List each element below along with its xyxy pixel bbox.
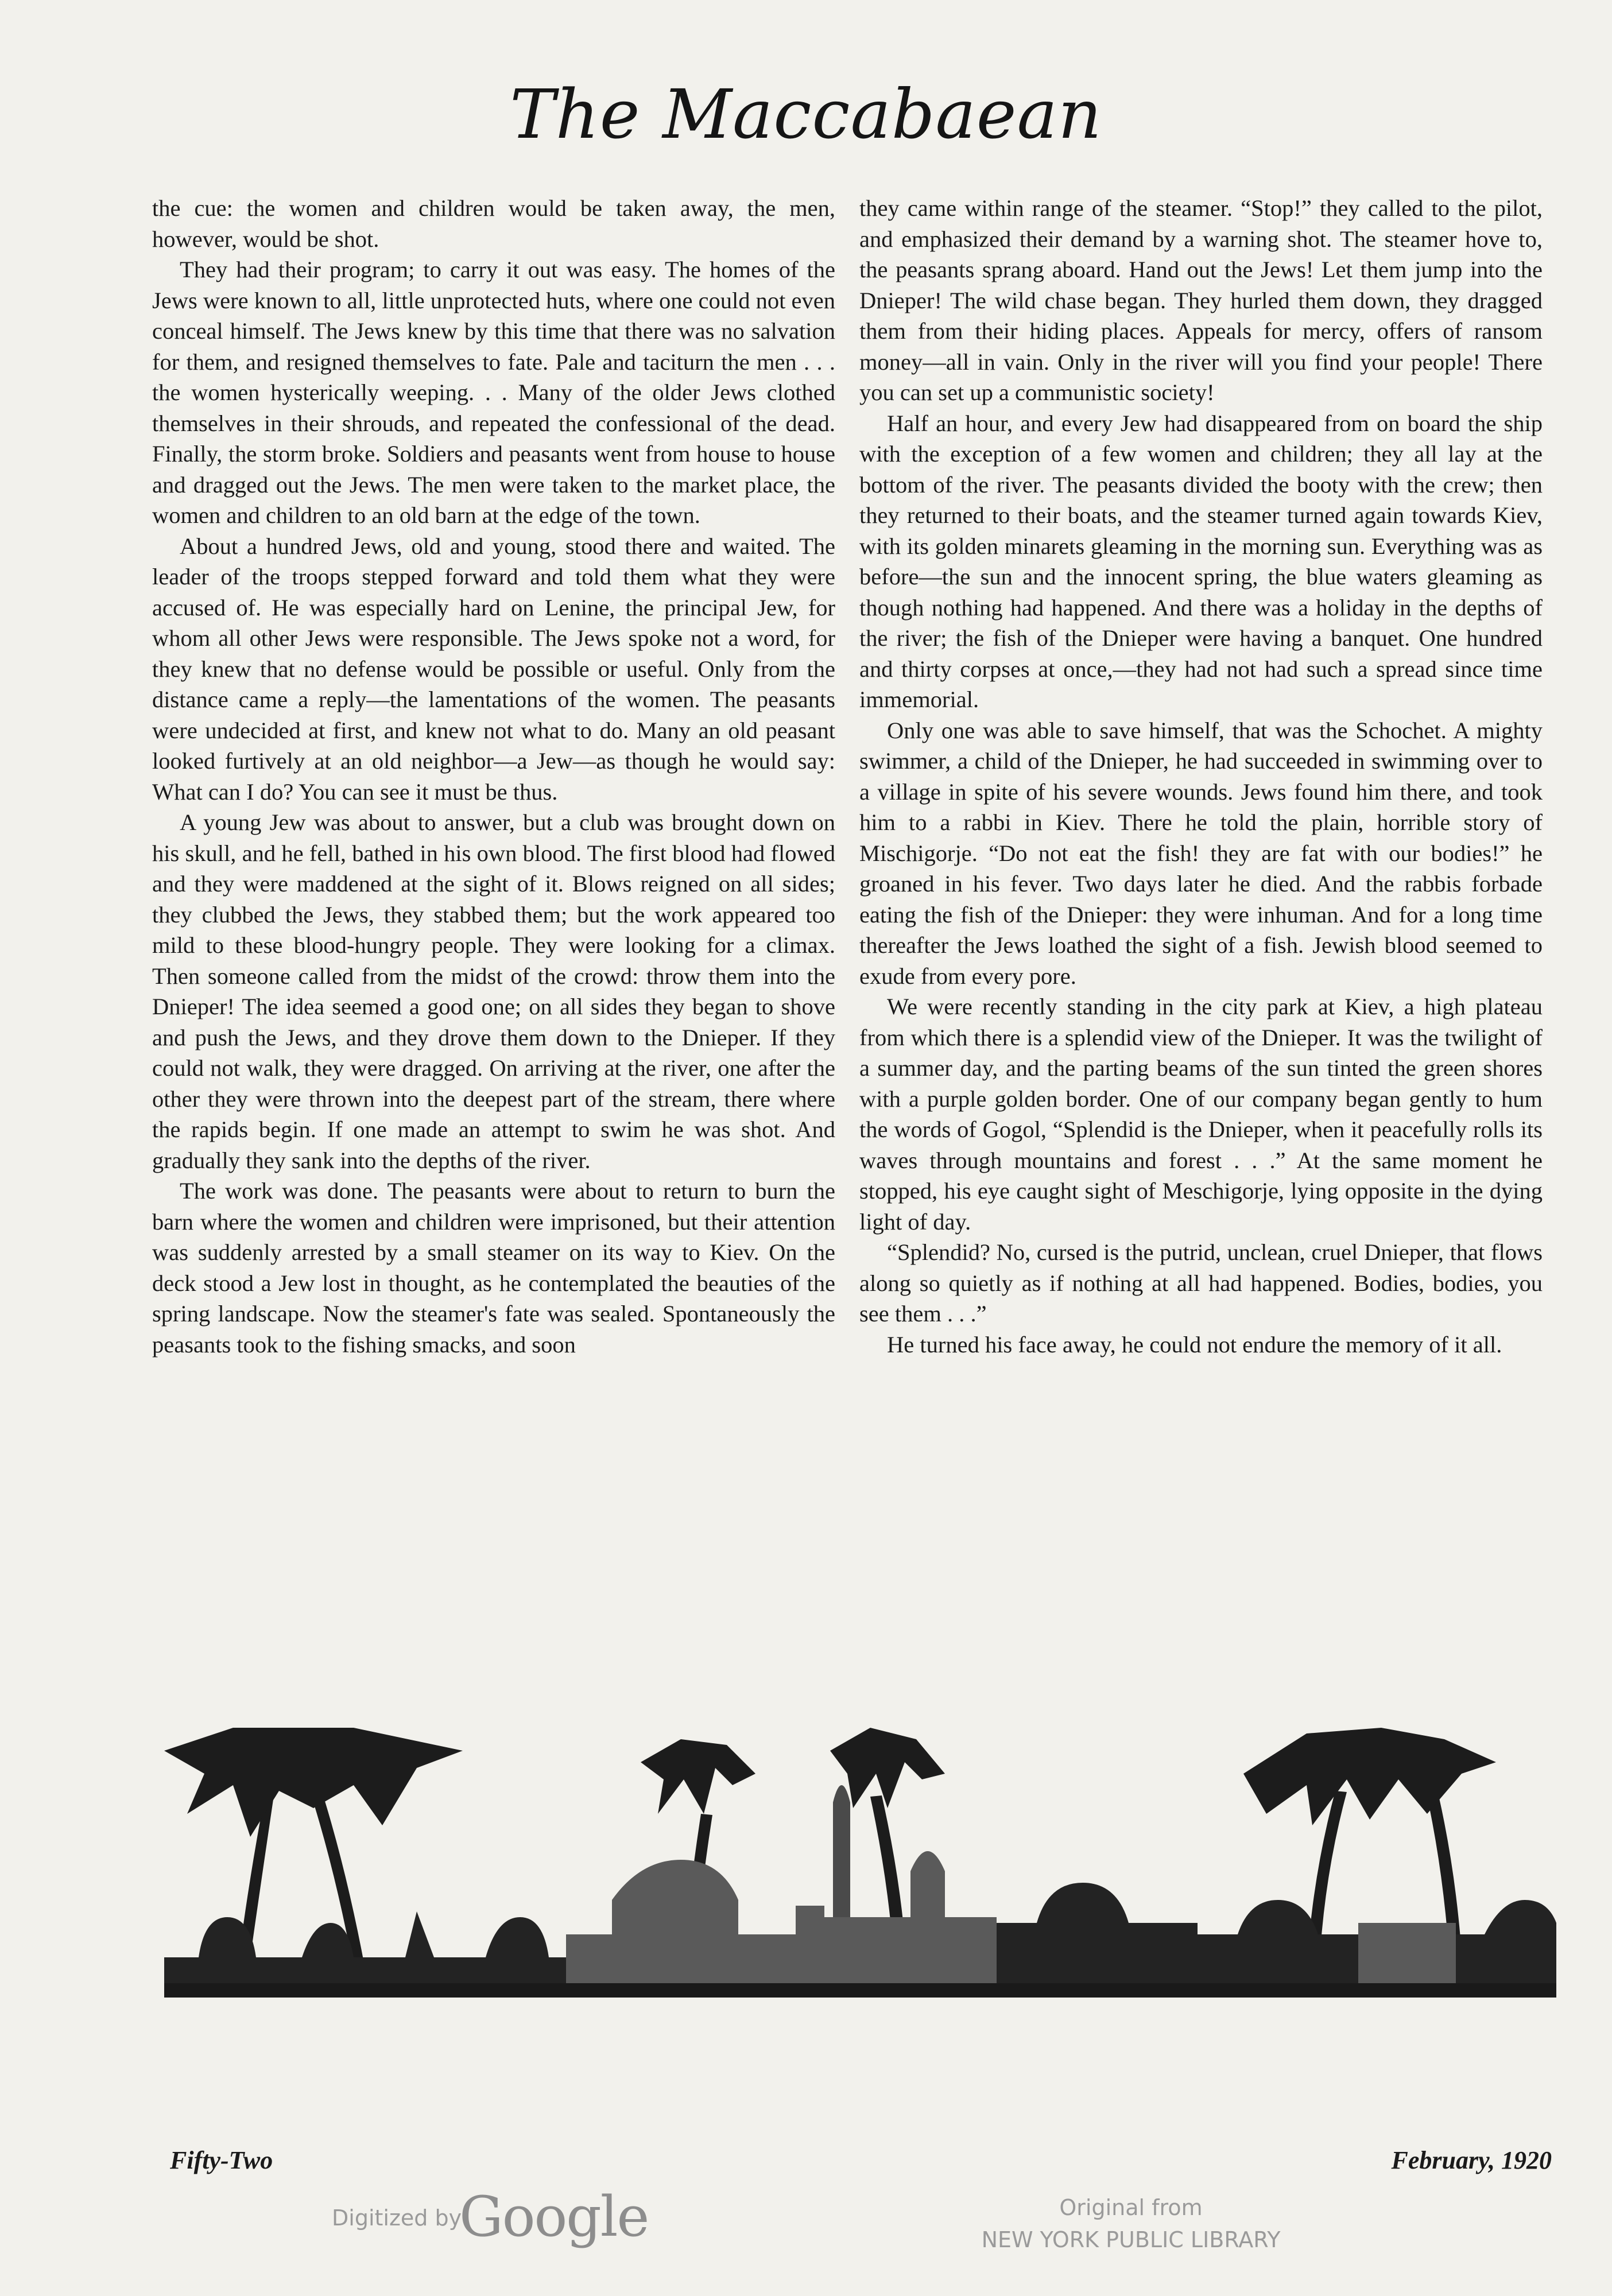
page-number: Fifty-Two xyxy=(170,2146,273,2174)
paragraph: About a hundred Jews, old and young, stood there and waited. The leader of the troops stepped forward and told them what they were accused of. He was especially hard on Lenine, the principal Jew, for whom all other Jews were responsible. The Jews spoke not a word, for they knew that no defense would be possible or useful. Only from the distance came a reply—the lamentations of the women. The peasants were undecided at first, and knew not what to do. Many an old peasant looked furtively at an old neighbor—a Jew—as though he would say: What can I do? You can see it must be thus. xyxy=(152,533,835,805)
paragraph: They had their program; to carry it out was easy. The homes of the Jews were known to all, little unprotected huts, where one could not even conceal himself. The Jews knew by this time that there was no salvation for them, and resigned themselves to fate. Pale and taciturn the men . . . the women hysterically weeping. . . Many of the older Jews clothed themselves in their shrouds, and repeated the confessional of the dead. Finally, the storm broke. Soldiers and peasants went from house to house and dragged out the Jews. The men were taken to the market place, the women and children to an old barn at the edge of the town. xyxy=(152,257,835,528)
article-column-right xyxy=(859,193,1543,1360)
paragraph: the cue: the women and children would be taken away, the men, however, would be shot. xyxy=(152,195,835,252)
paragraph: He turned his face away, he could not endure the memory of it all. xyxy=(887,1331,1502,1358)
google-logo: Google xyxy=(459,2185,649,2249)
paragraph: We were recently standing in the city park at Kiev, a high plateau from which there is a splendid view of the Dnieper. It was the twilight of a summer day, and the parting beams of the sun tinted the green shores with a purple golden border. One of our company began gently to hum the words of Gogol, “Splendid is the Dnieper, when it peacefully rolls its waves through mountains and forest . . .” At the same moment he stopped, his eye caught sight of Meschigorje, lying opposite in the dying light of day. xyxy=(859,994,1543,1235)
paragraph: they came within range of the steamer. “Stop!” they called to the pilot, and emphasized their demand by a warning shot. The steamer hove to, the peasants sprang aboard. Hand out the Jews! Let them jump into the Dnieper! The wild chase began. They hurled them down, they dragged them from their hiding places. Appeals for mercy, offers of ransom money—all in vain. Only in the river will you find your people! There you can set up a communistic society! xyxy=(859,195,1543,405)
issue-date: February, 1920 xyxy=(1391,2146,1552,2174)
paragraph: Only one was able to save himself, that was the Schochet. A mighty swimmer, a child of the Dnieper, he had succeeded in swimming over to a village in spite of his severe wounds. Jews found him there, and took him to a rabbi in Kiev. There he told the plain, horrible story of Mischigorje. “Do not eat the fish! they are fat with our bodies!” he groaned in his fever. Two days later he died. And the rabbis forbade eating the fish of the Dnieper: they were inhuman. And for a long time thereafter the Jews loathed the sight of a fish. Jewish blood seemed to exude from every pore. xyxy=(859,717,1543,989)
skyline-illustration xyxy=(164,1728,1556,1998)
original-from-label: Original from xyxy=(1059,2195,1203,2220)
article-column-left xyxy=(152,193,835,1360)
masthead-title: The Maccabaean xyxy=(510,75,1102,154)
paragraph: The work was done. The peasants were about to return to burn the barn where the women and children were imprisoned, but their attention was suddenly arrested by a small steamer on its way to Kiev. On the deck stood a Jew lost in thought, as he contemplated the beauties of the spring landscape. Now the steamer's fate was sealed. Spontaneously the peasants took to the fishing smacks, and soon xyxy=(152,1178,835,1358)
library-name: NEW YORK PUBLIC LIBRARY xyxy=(981,2227,1281,2252)
paragraph: A young Jew was about to answer, but a club was brought down on his skull, and he fell, bathed in his own blood. The first blood had flowed and they were maddened at the sight of it. Blows reigned on all sides; they clubbed the Jews, they stabbed them; but the work appeared too mild to these blood-hungry people. They were looking for a climax. Then someone called from the midst of the crowd: throw them into the Dnieper! The idea seemed a good one; on all sides they began to shove and push the Jews, and they drove them down to the Dnieper. If they could not walk, they were dragged. On arriving at the river, one after the other they were thrown into the deepest part of the stream, there where the rapids begin. If one made an attempt to swim he was shot. And gradually they sank into the depths of the river. xyxy=(152,809,835,1173)
paragraph: “Splendid? No, cursed is the putrid, unclean, cruel Dnieper, that flows along so quietly as if nothing at all had happened. Bodies, bodies, you see them . . .” xyxy=(859,1239,1543,1327)
paragraph: Half an hour, and every Jew had disappeared from on board the ship with the exception of a few women and children; they all lay at the bottom of the river. The peasants divided the booty with the crew; then they returned to their boats, and the steamer turned again towards Kiev, with its golden minarets gleaming in the morning sun. Everything was as before—the sun and the innocent spring, the blue waters gleaming as though nothing had happened. And there was a holiday in the depths of the river; the fish of the Dnieper were having a banquet. One hundred and thirty corpses at once,—they had not had such a spread since time immemorial. xyxy=(859,410,1543,712)
digitized-by-label: Digitized by xyxy=(332,2205,462,2231)
provenance-note xyxy=(953,2192,1309,2256)
